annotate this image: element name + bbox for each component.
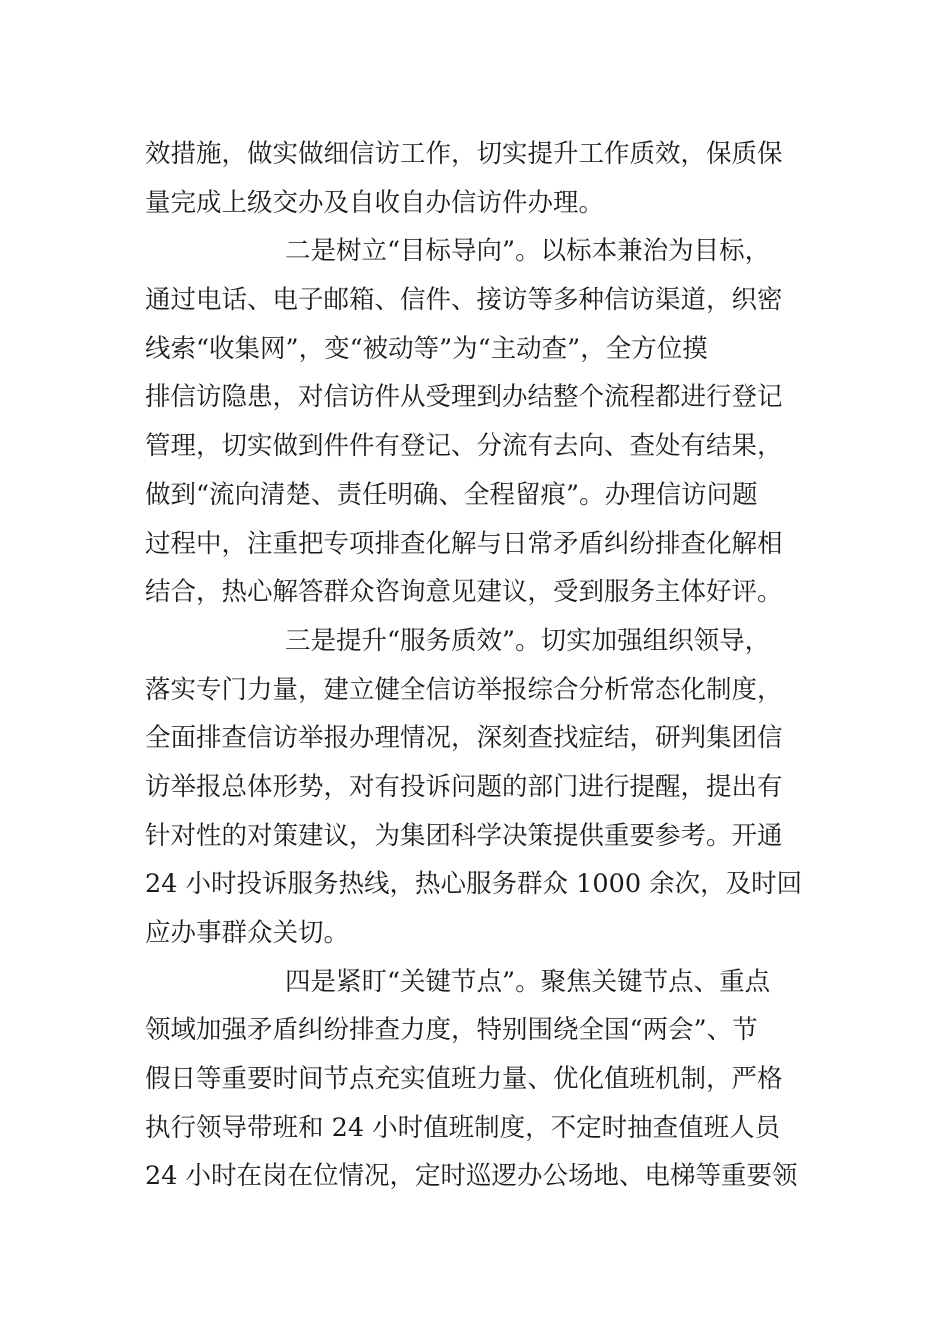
text-line: 过程中，注重把专项排查化解与日常矛盾纠纷排查化解相 [145,528,783,559]
text-line: 访举报总体形势，对有投诉问题的部门进行提醒，提出有 [145,771,783,802]
text-line: 针对性的对策建议，为集团科学决策提供重要参考。开通 [145,820,783,851]
text-line: 排信访隐患，对信访件从受理到办结整个流程都进行登记 [145,382,783,413]
text-line: 线索“收集网”，变“被动等”为“主动查”，全方位摸 [145,333,708,364]
text-line: 全面排查信访举报办理情况，深刻查找症结，研判集团信 [145,723,783,754]
paragraph-heading-line: 三是提升“服务质效”。切实加强组织领导， [285,625,771,656]
paragraph-heading-line: 四是紧盯“关键节点”。聚焦关键节点、重点 [285,966,771,997]
text-line: 量完成上级交办及自收自办信访件办理。 [145,187,605,218]
text-line: 假日等重要时间节点充实值班力量、优化值班机制，严格 [145,1064,783,1095]
text-line: 24 小时在岗在位情况，定时巡逻办公场地、电梯等重要领 [145,1161,798,1192]
text-line: 结合，热心解答群众咨询意见建议，受到服务主体好评。 [145,577,783,608]
text-line: 24 小时投诉服务热线，热心服务群众 1000 余次，及时回 [145,869,803,900]
text-line: 执行领导带班和 24 小时值班制度，不定时抽查值班人员 [145,1112,781,1143]
text-line: 应办事群众关切。 [145,918,350,948]
text-line: 落实专门力量，建立健全信访举报综合分析常态化制度， [145,674,783,705]
text-line: 管理，切实做到件件有登记、分流有去向、查处有结果， [145,431,783,462]
text-line: 做到“流向清楚、责任明确、全程留痕”。办理信访问题 [145,479,758,510]
text-line: 领域加强矛盾纠纷排查力度，特别围绕全国“两会”、节 [145,1015,758,1046]
text-line: 效措施，做实做细信访工作，切实提升工作质效，保质保 [145,139,783,169]
body-text [145,130,815,1201]
paragraph-heading-line: 二是树立“目标导向”。以标本兼治为目标， [285,236,771,267]
text-line: 通过电话、电子邮箱、信件、接访等多种信访渠道，织密 [145,285,783,316]
